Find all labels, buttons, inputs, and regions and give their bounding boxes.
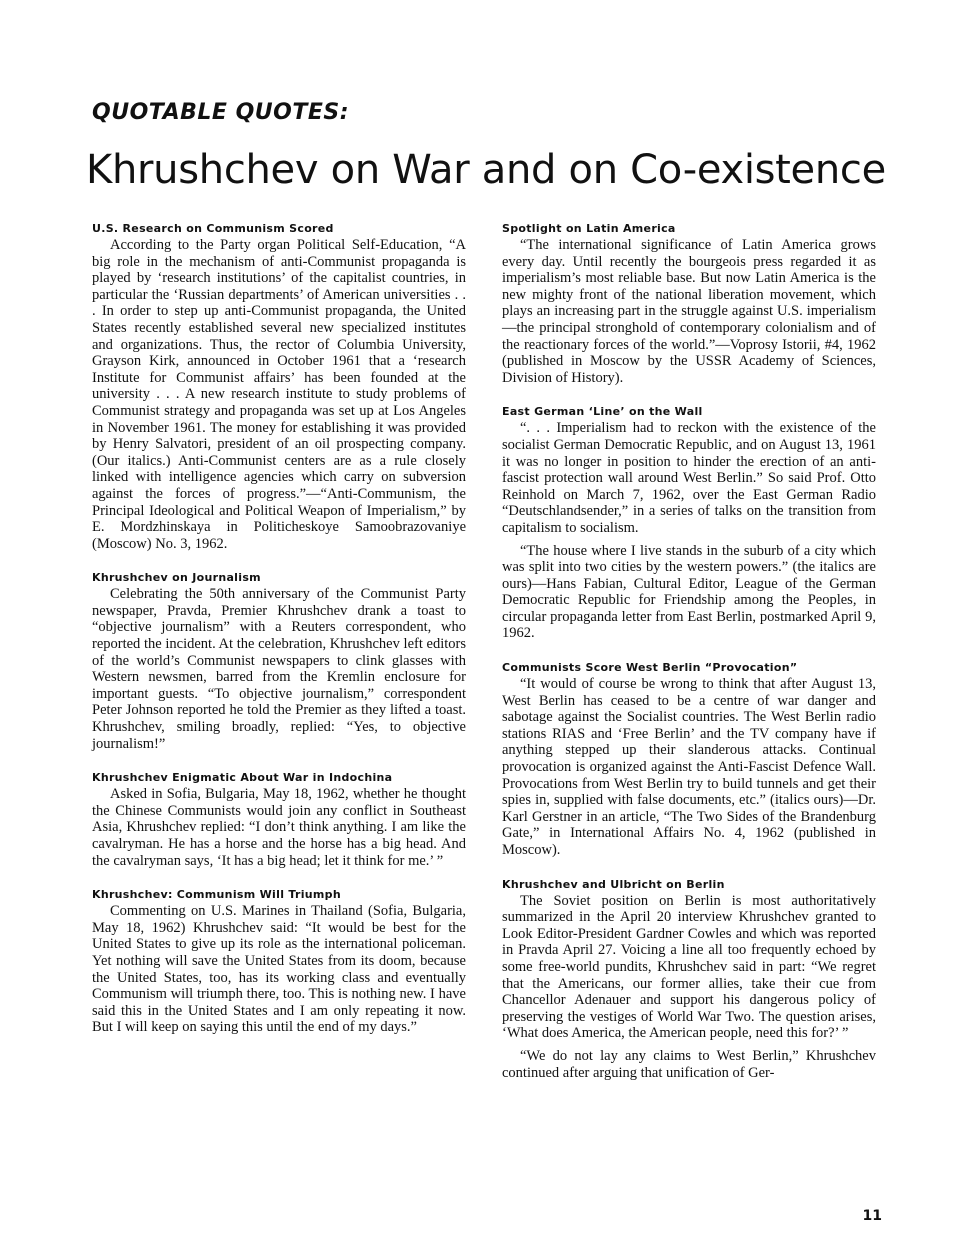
page-title: Khrushchev on War and on Co-existence <box>86 147 886 193</box>
page-number: 11 <box>862 1208 882 1224</box>
paragraph: Commenting on U.S. Marines in Thailand (Sofia, Bulgaria, May 18, 1962) Khrushchev said: “It would be best for the United States to give up its role as the international policeman. Yet nothing will save the United States from its doom, because the United States, too, has its working class and eventually Communism will triumph there, too. This is nothing new. I have said this in the United States and I am only repeating it now. But I will keep on saying this until the end of my days.” <box>92 903 466 1036</box>
paragraph: Celebrating the 50th anniversary of the Communist Party newspaper, Pravda, Premier Khrushchev drank a toast to “objective journalism” with a Reuters correspondent, who reported the incident. At the celebration, Khrushchev left editors of the world’s Communist newspapers to clink glasses with Western newsmen, barred from the Kremlin enclosure for important guests. “To objective journalism,” correspondent Peter Johnson reported he told the Premier as they lifted a toast. Khrushchev, smiling broadly, replied: “Yes, to objective journalism!” <box>92 586 466 752</box>
left-column <box>92 222 466 1055</box>
section-heading: Khrushchev and Ulbricht on Berlin <box>502 877 725 891</box>
article-section <box>502 878 876 1082</box>
article-section <box>92 888 466 1036</box>
section-heading: Khrushchev: Communism Will Triumph <box>92 888 341 902</box>
paragraph: According to the Party organ Political Self-Education, “A big role in the mechanism of anti-Communist propaganda is played by ‘research institutions’ of the capitalist countries, in particular the ‘Russian departments’ of American universities . . . In order to step up anti-Communist propaganda, the United States recently established several new specialized institutes and organizations. Thus, the rector of Columbia University, Grayson Kirk, announced in October 1961 that a ‘research Institute for Communist affairs’ has been founded at the university . . . A new research institute to study problems of Communist strategy and propaganda was set up at Los Angeles in November 1961. The money for establishing it was provided by Henry Salvatori, president of an oil prospecting company. (Our italics.) Anti-Communist centers are as a rule closely linked with intelligence agencies which carry on subversion against the forces of progress.”—“Anti-Communism, the Principal Ideological and Political Weapon of Imperialism,” by E. Mordzhinskaya in Politicheskoye Samoobrazovaniye (Moscow) No. 3, 1962. <box>92 237 466 552</box>
article-section <box>502 405 876 642</box>
paragraph: “It would of course be wrong to think that after August 13, West Berlin has ceased to be a centre of war danger and sabotage against the Socialist countries. The West Berlin radio stations RIAS and ‘Free Berlin’ and the TV company have if anything stepped up their slanderous attacks. Continual provocation is organized against the Anti-Fascist Defence Wall. Provocations from West Berlin try to build tunnels and get their spies in, supplied with false documents, etc.” (italics ours)—Dr. Karl Gerstner in an article, “The Two Sides of the Brandenburg Gate,” in International Affairs No. 4, 1962 (published in Moscow). <box>502 676 876 858</box>
article-section <box>502 661 876 859</box>
paragraph: “The house where I live stands in the suburb of a city which was split into two cities by the western powers.” (the italics are ours)—Hans Fabian, Cultural Editor, League of the German Democratic Republic for Friendship among the Peoples, in circular propaganda letter from East Berlin, postmarked April 9, 1962. <box>502 542 876 642</box>
section-kicker: QUOTABLE QUOTES: <box>92 100 350 125</box>
paragraph: Asked in Sofia, Bulgaria, May 18, 1962, whether he thought the Chinese Communists would join any conflict in Southeast Asia, Khrushchev replied: “I don’t think anything. I am like the cavalryman. He has a horse and the horse has a big head. And the cavalryman says, ‘It has a big head; let it think for me.’ ” <box>92 786 466 869</box>
paragraph: “We do not lay any claims to West Berlin,” Khrushchev continued after arguing that unification of Ger- <box>502 1047 876 1081</box>
section-heading: Khrushchev on Journalism <box>92 571 261 585</box>
paragraph: “The international significance of Latin America grows every day. Until recently the bourgeois press regarded it as imperialism’s most reliable base. But now Latin America is the new mighty front of the national liberation movement, which plays an increasing part in the struggle against U.S. imperialism—the principal stronghold of contemporary colonialism and of the reactionary forces of the world.”—Voprosy Istorii, #4, 1962 (published in Moscow by the USSR Academy of Sciences, Division of History). <box>502 237 876 386</box>
paragraph: “. . . Imperialism had to reckon with the existence of the socialist German Democratic Republic, and on August 13, 1961 it was no longer in position to hinder the erection of an anti-fascist protection wall around West Berlin.” So said Prof. Otto Reinhold on March 7, 1962, over the East German Radio “Deutschlandsender,” in a series of talks on the transition from capitalism to socialism. <box>502 420 876 536</box>
section-heading: U.S. Research on Communism Scored <box>92 222 334 235</box>
article-section <box>92 771 466 869</box>
article-section <box>92 571 466 752</box>
section-heading: Spotlight on Latin America <box>502 222 676 235</box>
section-heading: Khrushchev Enigmatic About War in Indochina <box>92 771 393 785</box>
paragraph: The Soviet position on Berlin is most authoritatively summarized in the April 20 interview Khrushchev granted to Look Editor-President Gardner Cowles and which was reported in Pravda April 27. Voicing a line all too frequently echoed by some free-world pundits, Khrushchev said in part: “We regret that the Americans, our former allies, take their cue from Chancellor Adenauer and support his dangerous policy of preserving the vestiges of World War Two. The question arises, ‘What does America, the American people, need this for?’ ” <box>502 892 876 1042</box>
section-heading: East German ‘Line’ on the Wall <box>502 405 703 419</box>
article-section <box>502 222 876 386</box>
article-section <box>92 222 466 552</box>
right-column <box>502 222 876 1100</box>
section-heading: Communists Score West Berlin “Provocation” <box>502 661 798 675</box>
